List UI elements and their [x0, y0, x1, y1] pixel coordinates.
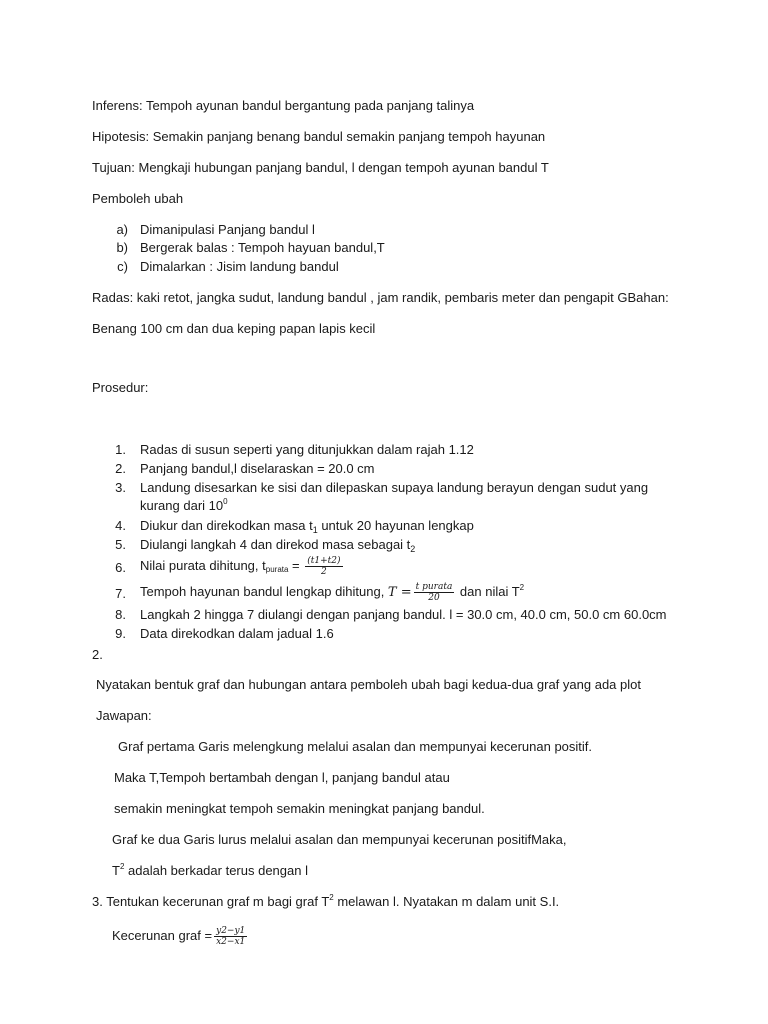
gradient-fraction: $\frac{y2-y1}{x2-x1}$ [216, 926, 246, 948]
period-fraction: $\frac{\text{t purata}}{20}$ [415, 582, 453, 604]
step-number: 2. [115, 461, 126, 476]
hipotesis-line: Hipotesis: Semakin panjang benang bandul semakin panjang tempoh hayunan [92, 129, 546, 144]
list-item-label: a) [116, 222, 128, 237]
step-number: 1. [115, 442, 126, 457]
step-text: Tempoh hayunan bandul lengkap dihitung, T = $\frac{\text{t purata}}{20}$ dan nilai $T^2$ [140, 582, 525, 604]
tujuan-line: Tujuan: Mengkaji hubungan panjang bandul, l dengan tempoh ayunan bandul T [92, 160, 549, 175]
answer-line: semakin meningkat tempoh semakin meningkat panjang bandul. [114, 801, 485, 816]
jawapan-label: Jawapan: [96, 708, 152, 723]
step-text: Data direkodkan dalam jadual 1.6 [140, 626, 334, 641]
question-3-text: 3. Tentukan kecerunan graf m bagi graf $T^2$ melawan l. Nyatakan m dalam unit S.I. [92, 893, 560, 909]
list-item-label: c) [117, 259, 128, 274]
step-text: Landung disesarkan ke sisi dan dilepaskan supaya landung berayun dengan sudut yang [140, 480, 649, 495]
list-item-label: b) [116, 240, 128, 255]
step-text: Radas di susun seperti yang ditunjukkan dalam rajah 1.12 [140, 442, 474, 457]
list-item: Dimanipulasi Panjang bandul l [140, 222, 315, 237]
answer-line: Maka T,Tempoh bertambah dengan l, panjang bandul atau [114, 770, 450, 785]
step-number: 8. [115, 607, 126, 622]
gradient-formula: Kecerunan graf = $\frac{y2-y1}{x2-x1}$ [112, 926, 246, 948]
step-number: 3. [115, 480, 126, 495]
answer-line: $T^2$ adalah berkadar terus dengan l [112, 862, 308, 878]
bahan-line: Benang 100 cm dan dua keping papan lapis kecil [92, 321, 376, 336]
step-text: Panjang bandul,l diselaraskan = 20.0 cm [140, 461, 375, 476]
answer-line: Graf ke dua Garis lurus melalui asalan dan mempunyai kecerunan positifMaka, [112, 832, 567, 847]
step-text: Diukur dan direkodkan masa $t_1$ untuk 20 hayunan lengkap [140, 518, 474, 535]
inferens-line: Inferens: Tempoh ayunan bandul bergantung pada panjang talinya [92, 98, 475, 113]
radas-line: Radas: kaki retot, jangka sudut, landung bandul , jam randik, pembaris meter dan pengapit GBahan: [92, 290, 669, 305]
prosedur-heading: Prosedur: [92, 380, 149, 395]
step-text-continued: kurang dari $10^0$ [140, 497, 228, 513]
answer-line: Graf pertama Garis melengkung melalui asalan dan mempunyai kecerunan positif. [118, 739, 593, 754]
mean-fraction: $\frac{(t1+t2)}{2}$ [307, 556, 341, 578]
list-item: Bergerak balas : Tempoh hayuan bandul,T [140, 240, 385, 255]
step-text: Langkah 2 hingga 7 diulangi dengan panjang bandul. l = 30.0 cm, 40.0 cm, 50.0 cm 60.0cm [140, 607, 667, 622]
step-number: 4. [115, 518, 126, 533]
question-2-text: Nyatakan bentuk graf dan hubungan antara pemboleh ubah bagi kedua-dua graf yang ada plot [96, 677, 641, 692]
list-item: Dimalarkan : Jisim landung bandul [140, 259, 339, 274]
pemboleh-ubah-heading: Pemboleh ubah [92, 191, 184, 206]
step-number: 6. [115, 560, 126, 575]
step-number: 7. [115, 586, 126, 601]
step-text: Diulangi langkah 4 dan direkod masa sebagai $t_2$ [140, 537, 416, 554]
step-number: 9. [115, 626, 126, 641]
step-text: Nilai purata dihitung, $t_{purata}$ = $\frac{(t1+t2)}{2}$ [140, 556, 341, 578]
step-number: 5. [115, 537, 126, 552]
question-2-number: 2. [92, 647, 103, 662]
